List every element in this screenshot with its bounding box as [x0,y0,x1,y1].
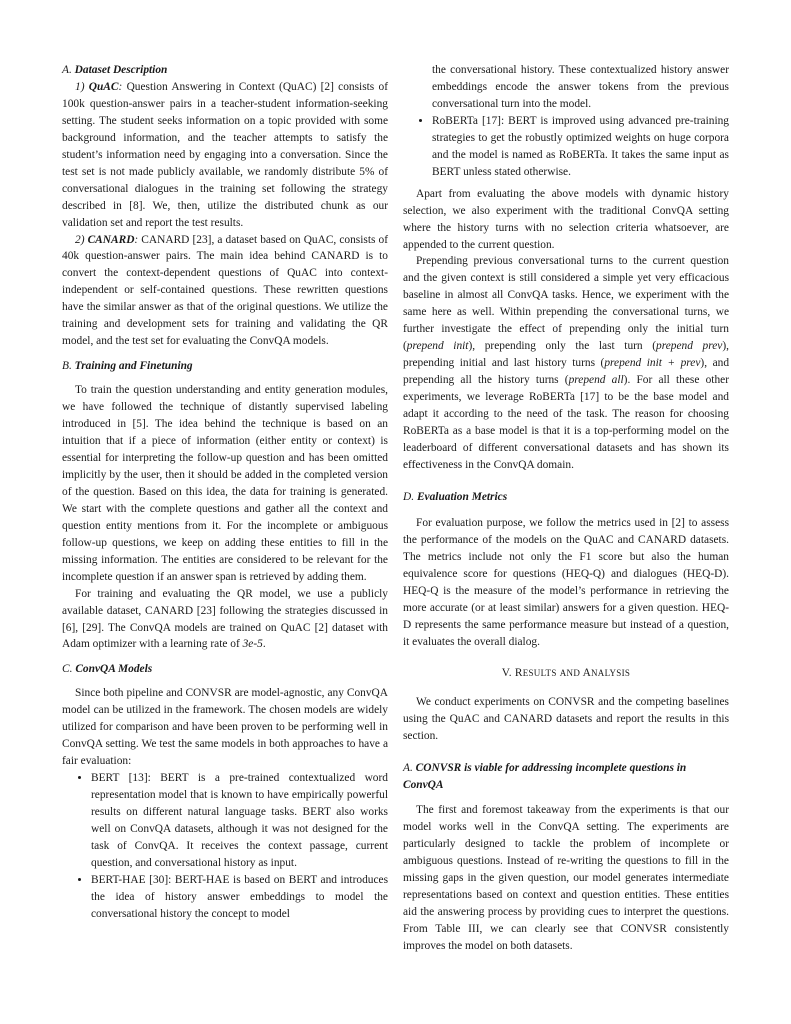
section-title: Dataset Description [74,64,168,76]
section-heading-convqa-models: C. ConvQA Models [62,663,153,676]
learning-rate: 3e-5 [242,638,263,651]
section-heading-results-analysis: V. RESULTS AND ANALYSIS [501,667,631,680]
paragraph-prepending: Prepending previous conversational turns to the current question and the given context is still considered a simple yet very efficacious baseline in almost all ConvQA tasks. Hence, we experiment with the same here as well. Within prepending the conversational turns, we further investigate the effect of prepending only the initial turn (prepend init), prepending only the last turn (prepend prev), prepending initial and last history turns (prepend init + prev), and prepending all the history turns (prepend all). For all these other experiments, we leverage RoBERTa [17] to be the base model and adapt it according to the need of the task. The reason for choosing RoBERTa as a base model is that it is a top-performing model on the leaderboard of different conversational datasets and has shown its effectiveness in the ConvQA domain. [403,255,730,471]
model-list-continued [403,62,729,113]
section-title: ConvQA Models [75,663,153,676]
paragraph-apart-from: Apart from evaluating the above models with dynamic history selection, we also experiment with the traditional ConvQA setting where the history turns with no selection criteria whatsoever, are appended to the current question. [403,187,729,251]
right-column [403,62,729,955]
section-title: CONVSR is viable for addressing incomplete questions in ConvQA [403,762,687,792]
dataset-name-canard: CANARD [87,233,135,246]
left-column [62,62,388,923]
list-item-roberta: • RoBERTa [17]: BERT is improved using advanced pre-training strategies to get the robustly optimized weights on huge corpora and the model is named as RoBERTa. It takes the same input as BERT unless stated otherwise. [432,113,729,181]
paragraph-convqa-models: Since both pipeline and CONVSR are model-agnostic, any ConvQA model can be utilized in the framework. The chosen models are widely utilized for comparison and have been proven to be performing well in ConvQA setting. We test the same models in both approaches to have a fair evaluation: [62,687,388,768]
paragraph-training-2: For training and evaluating the QR model, we use a publicly available dataset, CANARD [23] following the strategies discussed in [6], [29]. The ConvQA models are trained on QuAC [2] dataset with Adam optimizer with a learning rate of 3e-5. [62,587,388,651]
item-label: 1) [75,80,89,93]
list-item-bert: • BERT [13]: BERT is a pre-trained contextualized word representation model that is known to have empirically powerful results on different natural language tasks. BERT also works well on ConvQA datasets, although it was not designed for the task of ConvQA. It receives the context passage, current question, and conversational history as input. [91,770,388,872]
paragraph-quac: 1) QuAC: Question Answering in Context (QuAC) [2] consists of 100k question-answer pairs in a teacher-student information-seeking setting. The student seeks information on a topic provided with some background information, and the teacher attempts to satisfy the student’s information need by engaging into a conversation. Since the test set is not made publicly available, we randomly distribute 5% of conversational dialogues in the training set following the strategy described in [8]. We, then, utilize the distributed chunk as our validation set and report the test results. [62,80,388,229]
item-label: 2) [75,233,88,246]
paragraph-results-intro: We conduct experiments on CONVSR and the competing baselines using the QuAC and CANARD datasets and report the results in this section. [403,696,729,743]
model-list [62,770,388,923]
section-heading-convsr-viable: A. CONVSR is viable for addressing incomplete questions in ConvQA [403,762,687,792]
dataset-name-quac: QuAC [88,80,119,93]
paragraph-canard: 2) CANARD: CANARD [23], a dataset based on QuAC, consists of 40k question-answer pairs. The main idea behind CANARD is to convert the context-dependent questions of QuAC into context-independent or self-contained questions. These rewritten questions have the similar answer as that of the original questions. We utilize the training and development sets for training and validating the QR model, and the test set for evaluating the ConvQA models. [62,233,388,348]
section-heading-training-finetuning: B. Training and Finetuning [62,360,193,373]
section-title: Evaluation Metrics [416,490,508,503]
paragraph-convsr-viable: The first and foremost takeaway from the experiments is that our model works well in the ConvQA setting. The experiments are particularly designed to tackle the problem of incomplete or ambiguous questions. Instead of re-writing the questions to fill in the missing gaps in the given question, our model generates intermediate representations based on context and question entities. These entities aid the answering process by providing cues to interpret the questions. From Table III, we can clearly see that CONVSR consistently improves the model on both datasets. [403,804,729,952]
paragraph-evaluation: For evaluation purpose, we follow the metrics used in [2] to assess the performance of the models on the QuAC and CANARD datasets. The metrics include not only the F1 score but also the human equivalence score for questions (HEQ-Q) and dialogues (HEQ-D). HEQ-Q is the measure of the model’s performance in retrieving the more accurate (or at least similar) answers for a given question. HEQ-D represents the same performance measure but instead of a question, it evaluates the overall dialog. [403,516,729,648]
section-title: Training and Finetuning [74,360,193,373]
list-item-continuation: the conversational history. These contextualized history answer embeddings encode the answer tokens from the previous conversational turn into the model. [432,64,729,110]
paragraph-training-1: To train the question understanding and entity generation modules, we have followed the technique of distantly supervised labeling introduced in [5]. The idea behind the technique is based on an intuition that if a piece of information (either entity or context) is essential for interpreting the follow-up question and has been omitted implicitly by the user, then it should be added in the completed version of the question. Based on this idea, the data for training is generated. We start with the complete questions and gather all the context and question entity mentions from it. For the incomplete or ambiguous follow-up questions, we keep on adding these entities to fill in the missing information. The entities are considered to be relevant for the incomplete question if an answer span is retrieved by adding them. [62,384,388,583]
model-list-roberta [403,113,729,181]
list-item-bert-hae: • BERT-HAE [30]: BERT-HAE is based on BERT and introduces the idea of history answer embeddings to model the conversational history the concept to model [91,872,388,923]
section-heading-dataset-description: A. Dataset Description [62,64,168,76]
section-heading-evaluation-metrics: D. Evaluation Metrics [403,490,508,503]
